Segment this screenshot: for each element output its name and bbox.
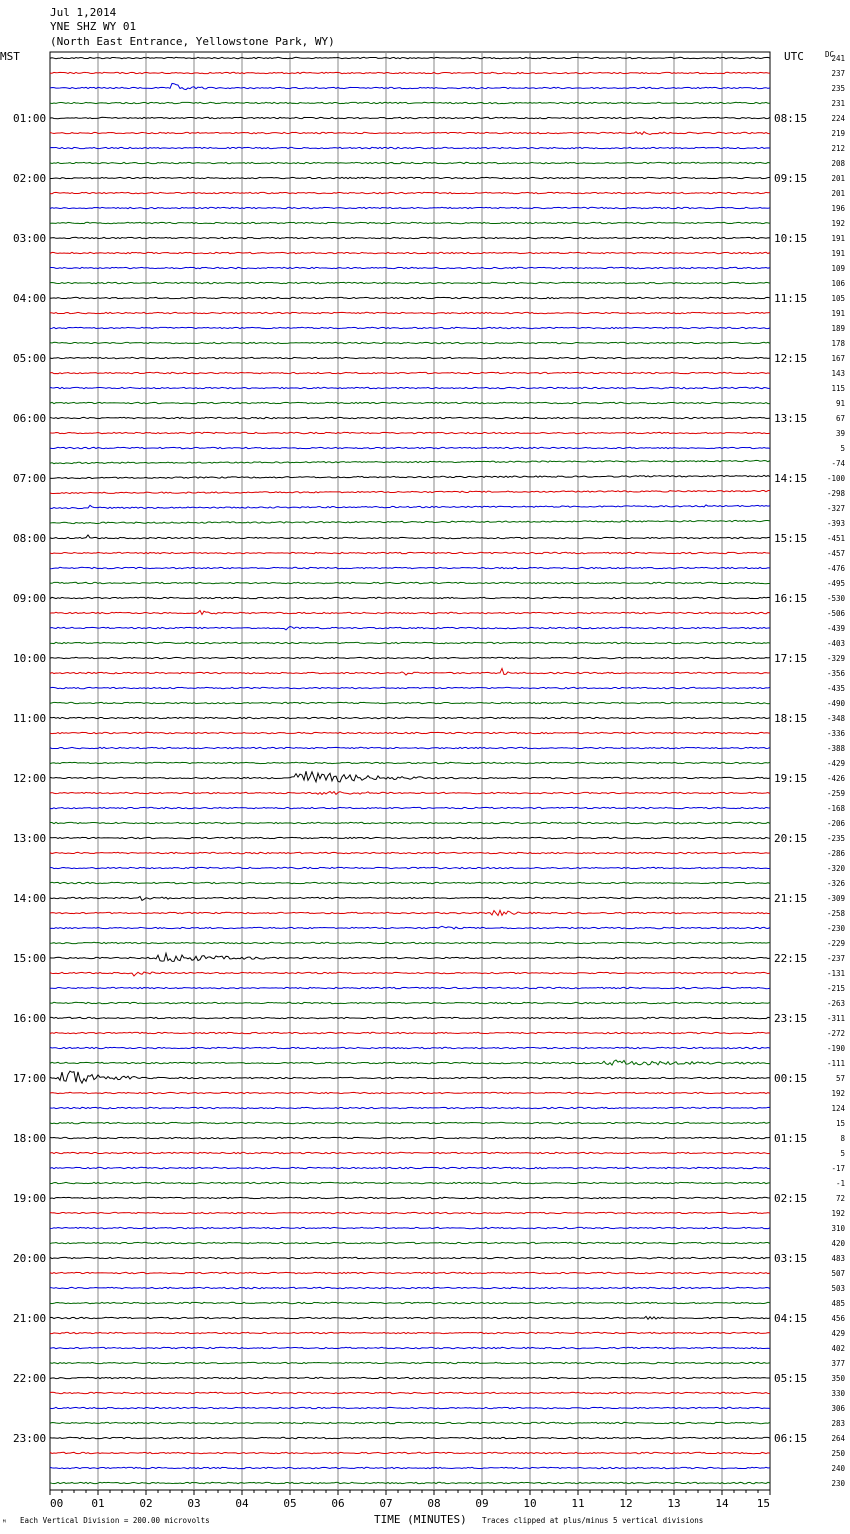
trace-51: [50, 822, 770, 823]
utc-hour-label: 10:15: [774, 232, 808, 245]
trace-50: [50, 807, 770, 808]
dc-offset-label: 240: [831, 1464, 845, 1473]
dc-offset-label: 5: [840, 1149, 845, 1158]
trace-48: [50, 771, 770, 782]
mst-hour-label: 10:00: [13, 652, 47, 665]
x-axis-ticks: [50, 1490, 770, 1510]
dc-offset-label: -230: [826, 924, 845, 933]
trace-43: [50, 702, 770, 703]
trace-21: [50, 372, 770, 373]
x-axis-title: TIME (MINUTES): [374, 1513, 467, 1526]
dc-offset-label: -329: [826, 654, 845, 663]
dc-offset-label: 5: [840, 444, 845, 453]
mst-hour-label: 18:00: [13, 1132, 47, 1145]
trace-83: [50, 1302, 770, 1303]
chart-title-station: YNE SHZ WY 01: [50, 20, 137, 33]
dc-column-label: DC: [825, 50, 835, 59]
trace-16: [50, 297, 770, 298]
dc-offset-label: -476: [826, 564, 845, 573]
trace-26: [50, 447, 770, 448]
dc-offset-label: 230: [831, 1479, 845, 1488]
dc-offset-label: -403: [826, 639, 845, 648]
dc-offset-label: 485: [831, 1299, 845, 1308]
trace-80: [50, 1257, 770, 1258]
dc-offset-label: -435: [826, 684, 845, 693]
dc-offset-label: -235: [826, 834, 845, 843]
trace-7: [50, 162, 770, 163]
footer-clip-note: Traces clipped at plus/minus 5 vertical divisions: [482, 1516, 704, 1525]
dc-offset-label: 456: [831, 1314, 845, 1323]
trace-65: [50, 1032, 770, 1033]
mst-hour-labels: [13, 112, 46, 1445]
trace-6: [50, 147, 770, 148]
mst-hour-label: 16:00: [13, 1012, 47, 1025]
utc-hour-label: 11:15: [774, 292, 808, 305]
trace-75: [50, 1182, 770, 1183]
utc-hour-label: 16:15: [774, 592, 808, 605]
trace-49: [50, 792, 770, 795]
mst-hour-label: 19:00: [13, 1192, 47, 1205]
dc-offset-label: 201: [831, 189, 845, 198]
trace-61: [50, 972, 770, 976]
dc-offset-label: 483: [831, 1254, 845, 1263]
chart-title-location: (North East Entrance, Yellowstone Park, WY): [50, 35, 335, 48]
dc-offset-label: 237: [831, 69, 845, 78]
mst-hour-label: 02:00: [13, 172, 47, 185]
utc-hour-label: 21:15: [774, 892, 808, 905]
dc-offset-labels: [827, 54, 846, 1488]
dc-offset-label: -393: [826, 519, 845, 528]
trace-67: [50, 1060, 770, 1065]
dc-offset-label: -311: [826, 1014, 845, 1023]
dc-offset-label: -429: [826, 759, 845, 768]
trace-66: [50, 1047, 770, 1048]
dc-offset-label: -168: [826, 804, 845, 813]
dc-offset-label: 109: [831, 264, 845, 273]
dc-offset-label: 350: [831, 1374, 845, 1383]
trace-88: [50, 1377, 770, 1378]
x-tick-label: 07: [379, 1497, 393, 1510]
dc-offset-label: 143: [831, 369, 845, 378]
traces-group: [50, 57, 770, 1483]
dc-offset-label: 191: [831, 234, 845, 243]
trace-62: [50, 987, 770, 988]
trace-64: [50, 1017, 770, 1018]
trace-81: [50, 1272, 770, 1273]
utc-hour-label: 17:15: [774, 652, 808, 665]
trace-37: [50, 610, 770, 614]
utc-hour-label: 13:15: [774, 412, 808, 425]
utc-hour-label: 01:15: [774, 1132, 808, 1145]
dc-offset-label: 429: [831, 1329, 845, 1338]
dc-offset-label: 124: [831, 1104, 845, 1113]
trace-71: [50, 1122, 770, 1123]
trace-40: [50, 657, 770, 658]
utc-hour-label: 06:15: [774, 1432, 808, 1445]
dc-offset-label: 264: [831, 1434, 845, 1443]
dc-offset-label: -490: [826, 699, 845, 708]
dc-offset-label: -272: [826, 1029, 845, 1038]
dc-offset-label: 39: [835, 429, 845, 438]
dc-offset-label: 192: [831, 1209, 845, 1218]
dc-offset-label: -258: [826, 909, 845, 918]
dc-offset-label: 306: [831, 1404, 845, 1413]
dc-offset-label: -506: [826, 609, 845, 618]
trace-23: [50, 402, 770, 403]
trace-15: [50, 282, 770, 283]
dc-offset-label: 250: [831, 1449, 845, 1458]
trace-24: [50, 417, 770, 418]
dc-offset-label: 15: [835, 1119, 845, 1128]
mst-hour-label: 01:00: [13, 112, 47, 125]
utc-hour-label: 03:15: [774, 1252, 808, 1265]
trace-32: [50, 535, 770, 539]
trace-11: [50, 222, 770, 223]
dc-offset-label: -259: [826, 789, 845, 798]
trace-31: [50, 520, 770, 523]
trace-0: [50, 57, 770, 58]
dc-offset-label: 178: [831, 339, 845, 348]
dc-offset-label: 57: [835, 1074, 845, 1083]
x-tick-label: 12: [619, 1497, 633, 1510]
trace-38: [50, 626, 770, 629]
trace-94: [50, 1467, 770, 1468]
dc-offset-label: -111: [826, 1059, 845, 1068]
dc-offset-label: -206: [826, 819, 845, 828]
dc-offset-label: -439: [826, 624, 845, 633]
mst-hour-label: 22:00: [13, 1372, 47, 1385]
x-tick-label: 08: [427, 1497, 441, 1510]
x-tick-label: 15: [756, 1497, 770, 1510]
trace-22: [50, 387, 770, 388]
dc-offset-label: -327: [826, 504, 845, 513]
x-tick-label: 04: [235, 1497, 249, 1510]
dc-offset-label: -74: [831, 459, 845, 468]
trace-1: [50, 72, 770, 73]
dc-offset-label: -336: [826, 729, 845, 738]
trace-78: [50, 1227, 770, 1228]
trace-47: [50, 762, 770, 763]
dc-offset-label: 310: [831, 1224, 845, 1233]
dc-offset-label: 219: [831, 129, 845, 138]
mst-hour-label: 07:00: [13, 472, 47, 485]
dc-offset-label: -237: [826, 954, 845, 963]
x-tick-label: 03: [187, 1497, 201, 1510]
dc-offset-label: -530: [826, 594, 845, 603]
trace-33: [50, 552, 770, 553]
dc-offset-label: 503: [831, 1284, 845, 1293]
trace-4: [50, 117, 770, 118]
mst-hour-label: 03:00: [13, 232, 47, 245]
mst-hour-label: 11:00: [13, 712, 47, 725]
x-tick-label: 13: [667, 1497, 681, 1510]
trace-58: [50, 926, 770, 929]
dc-offset-label: 72: [835, 1194, 845, 1203]
mst-hour-label: 08:00: [13, 532, 47, 545]
trace-53: [50, 852, 770, 853]
mst-hour-label: 05:00: [13, 352, 47, 365]
dc-offset-label: -451: [826, 534, 845, 543]
trace-44: [50, 717, 770, 718]
mst-hour-label: 04:00: [13, 292, 47, 305]
trace-79: [50, 1242, 770, 1243]
trace-5: [50, 132, 770, 135]
trace-41: [50, 668, 770, 675]
trace-30: [50, 505, 770, 509]
x-tick-label: 09: [475, 1497, 489, 1510]
mst-hour-label: 12:00: [13, 772, 47, 785]
x-tick-label: 05: [283, 1497, 297, 1510]
x-tick-label: 06: [331, 1497, 345, 1510]
mst-hour-label: 06:00: [13, 412, 47, 425]
dc-offset-label: 191: [831, 249, 845, 258]
dc-offset-label: 192: [831, 219, 845, 228]
footer-mark: ᴹ: [2, 1518, 7, 1527]
dc-offset-label: -320: [826, 864, 845, 873]
trace-82: [50, 1287, 770, 1288]
dc-offset-label: -229: [826, 939, 845, 948]
utc-axis-label: UTC: [784, 50, 804, 63]
dc-offset-label: 106: [831, 279, 845, 288]
dc-offset-label: 208: [831, 159, 845, 168]
utc-hour-label: 02:15: [774, 1192, 808, 1205]
dc-offset-label: -1: [835, 1179, 845, 1188]
trace-91: [50, 1422, 770, 1423]
trace-25: [50, 432, 770, 433]
utc-hour-label: 14:15: [774, 472, 808, 485]
trace-86: [50, 1347, 770, 1348]
trace-90: [50, 1407, 770, 1408]
trace-68: [50, 1071, 770, 1083]
trace-45: [50, 732, 770, 733]
trace-39: [50, 642, 770, 643]
trace-20: [50, 357, 770, 358]
utc-hour-label: 09:15: [774, 172, 808, 185]
utc-hour-label: 18:15: [774, 712, 808, 725]
x-tick-label: 14: [715, 1497, 729, 1510]
trace-84: [50, 1316, 770, 1319]
trace-10: [50, 207, 770, 208]
trace-8: [50, 177, 770, 178]
trace-29: [50, 490, 770, 493]
x-tick-label: 02: [139, 1497, 153, 1510]
dc-offset-label: 212: [831, 144, 845, 153]
dc-offset-label: 420: [831, 1239, 845, 1248]
trace-14: [50, 267, 770, 268]
x-tick-label: 01: [91, 1497, 105, 1510]
dc-offset-label: -100: [826, 474, 845, 483]
trace-34: [50, 567, 770, 568]
trace-52: [50, 837, 770, 838]
dc-offset-label: 189: [831, 324, 845, 333]
trace-55: [50, 882, 770, 883]
dc-offset-label: -309: [826, 894, 845, 903]
trace-56: [50, 896, 770, 900]
trace-85: [50, 1332, 770, 1333]
dc-offset-label: 67: [835, 414, 845, 423]
dc-offset-label: 283: [831, 1419, 845, 1428]
dc-offset-label: 241: [831, 54, 845, 63]
trace-28: [50, 475, 770, 478]
trace-13: [50, 252, 770, 253]
dc-offset-label: -356: [826, 669, 845, 678]
utc-hour-labels: [774, 112, 807, 1445]
footer-scale-note: Each Vertical Division = 200.00 microvolts: [20, 1516, 210, 1525]
trace-2: [50, 83, 770, 89]
trace-35: [50, 582, 770, 583]
mst-hour-label: 13:00: [13, 832, 47, 845]
dc-offset-label: 201: [831, 174, 845, 183]
dc-offset-label: 191: [831, 309, 845, 318]
dc-offset-label: -263: [826, 999, 845, 1008]
mst-hour-label: 09:00: [13, 592, 47, 605]
dc-offset-label: 196: [831, 204, 845, 213]
mst-hour-label: 17:00: [13, 1072, 47, 1085]
dc-offset-label: -495: [826, 579, 845, 588]
mst-hour-label: 15:00: [13, 952, 47, 965]
trace-60: [50, 953, 770, 961]
trace-36: [50, 597, 770, 598]
trace-42: [50, 687, 770, 688]
trace-76: [50, 1197, 770, 1198]
trace-70: [50, 1107, 770, 1108]
dc-offset-label: -286: [826, 849, 845, 858]
x-tick-label: 00: [50, 1497, 64, 1510]
trace-3: [50, 102, 770, 103]
dc-offset-label: -17: [831, 1164, 845, 1173]
trace-73: [50, 1152, 770, 1153]
dc-offset-label: -326: [826, 879, 845, 888]
trace-77: [50, 1212, 770, 1213]
utc-hour-label: 04:15: [774, 1312, 808, 1325]
trace-63: [50, 1002, 770, 1003]
trace-93: [50, 1452, 770, 1453]
utc-hour-label: 19:15: [774, 772, 808, 785]
dc-offset-label: 192: [831, 1089, 845, 1098]
trace-59: [50, 942, 770, 943]
utc-hour-label: 23:15: [774, 1012, 808, 1025]
mst-hour-label: 14:00: [13, 892, 47, 905]
trace-72: [50, 1137, 770, 1138]
dc-offset-label: -426: [826, 774, 845, 783]
mst-hour-label: 23:00: [13, 1432, 47, 1445]
trace-57: [50, 910, 770, 915]
trace-18: [50, 327, 770, 328]
dc-offset-label: 330: [831, 1389, 845, 1398]
trace-17: [50, 312, 770, 313]
x-tick-label: 10: [523, 1497, 537, 1510]
utc-hour-label: 00:15: [774, 1072, 808, 1085]
trace-46: [50, 747, 770, 748]
dc-offset-label: 235: [831, 84, 845, 93]
dc-offset-label: -298: [826, 489, 845, 498]
mst-hour-label: 20:00: [13, 1252, 47, 1265]
utc-hour-label: 22:15: [774, 952, 808, 965]
trace-92: [50, 1437, 770, 1438]
dc-offset-label: 507: [831, 1269, 845, 1278]
dc-offset-label: -388: [826, 744, 845, 753]
trace-12: [50, 237, 770, 238]
trace-87: [50, 1362, 770, 1363]
trace-74: [50, 1167, 770, 1168]
dc-offset-label: 167: [831, 354, 845, 363]
dc-offset-label: -131: [826, 969, 845, 978]
dc-offset-label: 402: [831, 1344, 845, 1353]
dc-offset-label: -457: [826, 549, 845, 558]
x-tick-label: 11: [571, 1497, 585, 1510]
dc-offset-label: 115: [831, 384, 845, 393]
trace-19: [50, 342, 770, 343]
dc-offset-label: 91: [835, 399, 845, 408]
dc-offset-label: -348: [826, 714, 845, 723]
dc-offset-label: 224: [831, 114, 845, 123]
utc-hour-label: 15:15: [774, 532, 808, 545]
mst-axis-label: MST: [0, 50, 20, 63]
utc-hour-label: 12:15: [774, 352, 808, 365]
trace-69: [50, 1092, 770, 1093]
trace-9: [50, 192, 770, 193]
dc-offset-label: -215: [826, 984, 845, 993]
trace-54: [50, 867, 770, 868]
mst-hour-label: 21:00: [13, 1312, 47, 1325]
trace-89: [50, 1392, 770, 1393]
dc-offset-label: 231: [831, 99, 845, 108]
utc-hour-label: 08:15: [774, 112, 808, 125]
trace-95: [50, 1482, 770, 1483]
dc-offset-label: 8: [840, 1134, 845, 1143]
trace-27: [50, 460, 770, 463]
chart-title-date: Jul 1,2014: [50, 6, 117, 19]
dc-offset-label: -190: [826, 1044, 845, 1053]
dc-offset-label: 105: [831, 294, 845, 303]
utc-hour-label: 05:15: [774, 1372, 808, 1385]
dc-offset-label: 377: [831, 1359, 845, 1368]
utc-hour-label: 20:15: [774, 832, 808, 845]
